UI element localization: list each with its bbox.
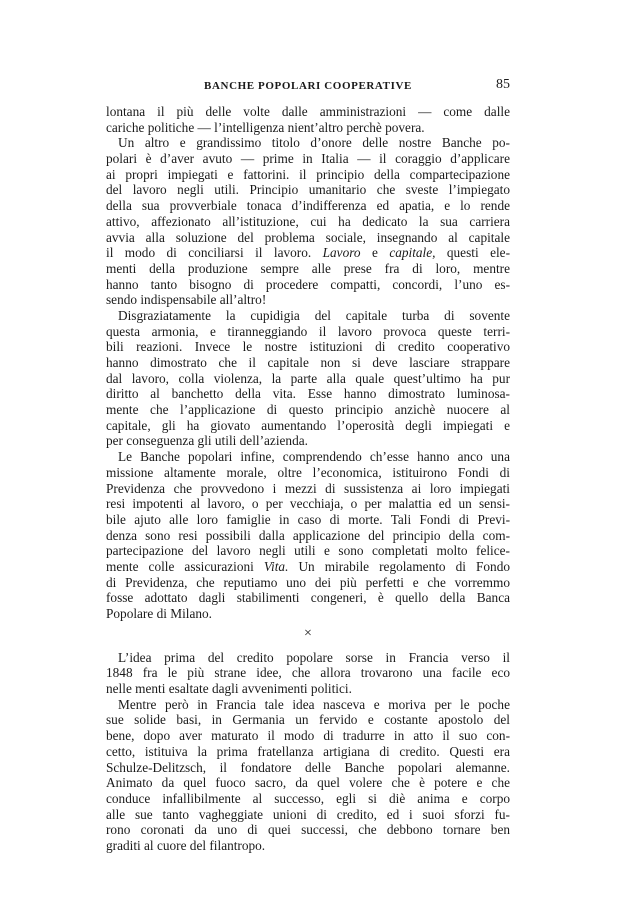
page-number: 85 <box>496 77 510 92</box>
text-line: Disgraziatamente la cupidigia del capitale turba di sovente <box>118 307 510 323</box>
text-line: denza sono resi possibili dalla applicazione del principio della com- <box>106 527 510 543</box>
text-line: diritto al banchetto della vita. Esse hanno dimostrato luminosa- <box>106 386 510 402</box>
body-text <box>106 104 510 854</box>
text-line: conduce infallibilmente al successo, egli si diè anima e corpo <box>106 790 510 806</box>
text-line: bile ajuto alle loro famiglie in caso di morte. Tali Fondi di Previ- <box>106 511 510 527</box>
paragraph <box>106 104 510 135</box>
text-line: questa armonia, e tiranneggiando il lavoro provoca queste terri- <box>106 323 510 339</box>
text-line: fosse adottato dagli stabilimenti congeneri, è quello della Banca <box>106 590 510 606</box>
text-line: Mentre però in Francia tale idea nasceva e moriva per le poche <box>118 696 510 712</box>
running-head-title: BANCHE POPOLARI COOPERATIVE <box>204 80 412 92</box>
text-line: sue solide basi, in Germania un fervido e costante apostolo del <box>106 712 510 728</box>
text-line: partecipazione del lavoro negli utili e sono completati molto felice- <box>106 543 510 559</box>
text-line: capitale, gli ha giovato aumentando l’operosità degli impiegati e <box>106 417 510 433</box>
text-line: Animato da quel fuoco sacro, da quel volere che è potere e che <box>106 775 510 791</box>
text-line: nelle menti esaltate dagli avvenimenti politici. <box>106 681 352 697</box>
text-line: del lavoro negli utili. Principio umanitario che sveste l’impiegato <box>106 182 510 198</box>
text-line: missione altamente morale, oltre l’economica, istituirono Fondi di <box>106 464 510 480</box>
paragraph <box>106 449 510 622</box>
paragraph <box>106 308 510 449</box>
text-line: cariche politiche — l’intelligenza nient’altro perchè povera. <box>106 119 425 135</box>
text-line: Schulze-Delitzsch, il fondatore delle Banche popolari alemanne. <box>106 759 510 775</box>
text-line: menti della produzione sempre alle prese fra di loro, mentre <box>106 260 510 276</box>
text-line: Previdenza che provvedono i mezzi di sussistenza ai loro impiegati <box>106 480 510 496</box>
text-line: di Previdenza, che reputiamo uno dei più perfetti e che vorremmo <box>106 574 510 590</box>
text-line: avvia alla soluzione del problema sociale, insegnando al capitale <box>106 229 510 245</box>
text-line: per conseguenza gli utili dell’azienda. <box>106 433 308 449</box>
paragraph <box>106 650 510 697</box>
text-line: attivo, affezionato all’istituzione, cui ha dedicato la sua carriera <box>106 213 510 229</box>
text-line: Le Banche popolari infine, comprendendo ch’esse hanno anco una <box>118 449 510 465</box>
text-line: graditi al cuore del filantropo. <box>106 837 266 853</box>
text-line: bene, dopo aver maturato il modo di tradurre in atto il suo con- <box>106 728 510 744</box>
text-line: hanno dimostrato che il capitale non si deve lasciare strappare <box>106 355 510 370</box>
section-separator: × <box>304 625 312 641</box>
text-line: cetto, istituiva la prima fratellanza artigiana di credito. Questi era <box>106 743 510 759</box>
text-line: della sua provverbiale tonaca d’indifferenza ed apatia, e lo rende <box>106 198 510 214</box>
running-head <box>106 77 510 98</box>
paragraph <box>106 697 510 854</box>
text-line: sendo indispensabile all’altro! <box>106 292 267 308</box>
text-line: rono coronati da uno di quei successi, che debbono tornare ben <box>106 822 510 838</box>
text-line: ai propri impiegati e fattorini. il principio della compartecipazione <box>106 166 510 182</box>
text-line: Popolare di Milano. <box>106 606 212 621</box>
text-line: hanno tanto bisogno di procedere compatti, concordi, l’uno es- <box>106 276 510 292</box>
text-line: bili reazioni. Invece le nostre istituzioni di credito cooperativo <box>106 339 510 355</box>
text-line: dal lavoro, colla violenza, la parte alla quale quest’ultimo ha pur <box>106 370 510 386</box>
text-line: mente colle assicurazioni Vita. Un mirabile regolamento di Fondo <box>106 558 511 574</box>
text-line: 1848 fra le più strane idee, che allora trovarono una facile eco <box>106 665 510 681</box>
text-line: il modo di conciliarsi il lavoro. Lavoro e capitale, questi ele- <box>106 245 510 261</box>
text-line: alle sue tanto vagheggiate unioni di credito, ed i suoi sforzi fu- <box>106 806 510 822</box>
text-line: L’idea prima del credito popolare sorse in Francia verso il <box>118 649 510 665</box>
text-line: resi impotenti al lavoro, o per vecchiaja, o per malattia ed un sensi- <box>106 496 510 512</box>
text-line: mente che l’applicazione di questo principio anzichè nuocere al <box>106 402 510 418</box>
text-line: polari è d’aver avuto — prime in Italia — il coraggio d’applicare <box>106 151 510 167</box>
text-line: lontana il più delle volte dalle amministrazioni — come dalle <box>106 104 510 119</box>
text-line: Un altro e grandissimo titolo d’onore delle nostre Banche po- <box>118 135 510 151</box>
paragraph <box>106 135 510 308</box>
